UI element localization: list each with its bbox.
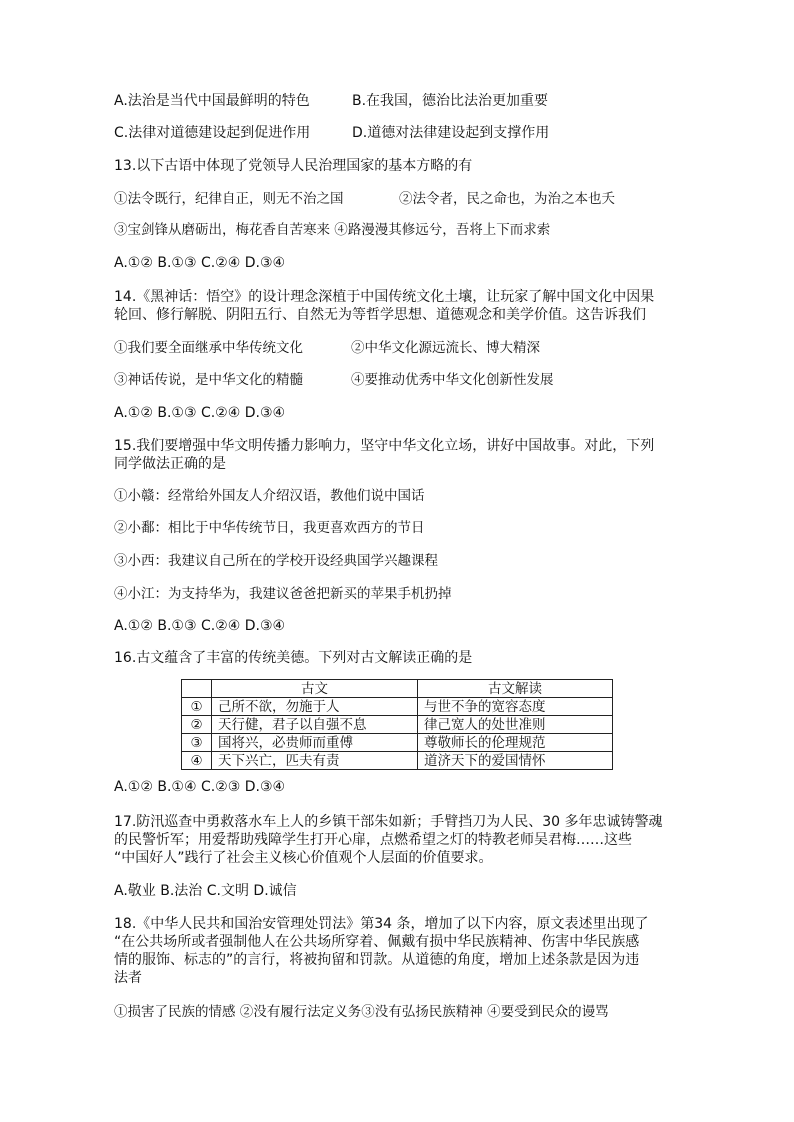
q12-option-d: D.道德对法律建设起到支撑作用 [352,125,550,141]
q17-stem-line2: 的民警忻军；用爱帮助残障学生打开心扉，点燃希望之灯的特教老师吴君梅……这些 [114,832,632,848]
table-header-text: 古文 [212,680,418,698]
q16-options: A.①② B.①④ C.②③ D.③④ [114,779,286,795]
row-classical-text: 己所不欲，勿施于人 [212,698,418,716]
q13-item-2: ②法令者，民之命也，为治之本也夭 [399,191,615,207]
row-number: ④ [182,752,212,770]
q14-item-3: ③神话传说，是中华文化的精髓 [114,372,303,388]
q12-option-a: A.法治是当代中国最鲜明的特色 [114,93,310,109]
table-header-row [182,680,613,698]
row-number: ① [182,698,212,716]
table-header-blank [182,680,212,698]
q16-stem: 16.古文蕴含了丰富的传统美德。下列对古文解读正确的是 [114,650,473,666]
q18-items: ①损害了民族的情感 ②没有履行法定义务③没有弘扬民族精神 ④要受到民众的谩骂 [114,1004,609,1020]
q15-item-2: ②小鄱：相比于中华传统节日，我更喜欢西方的节日 [114,520,425,536]
q17-options: A.敬业 B.法治 C.文明 D.诚信 [114,883,297,899]
row-classical-text: 天下兴亡，匹夫有责 [212,752,418,770]
q14-item-1: ①我们要全面继承中华传统文化 [114,340,303,356]
q12-option-c: C.法律对道德建设起到促进作用 [114,125,311,141]
row-interpretation: 道济天下的爱国情怀 [418,752,613,770]
q14-stem-line2: 轮回、修行解脱、阴阳五行、自然无为等哲学思想、道德观念和美学价值。这告诉我们 [114,307,646,323]
q15-options: A.①② B.①③ C.②④ D.③④ [114,618,286,634]
q13-stem: 13.以下古语中体现了党领导人民治理国家的基本方略的有 [114,158,473,174]
table-row [182,734,613,752]
q13-options: A.①② B.①③ C.②④ D.③④ [114,255,286,271]
q15-item-3: ③小西：我建议自己所在的学校开设经典国学兴趣课程 [114,553,438,569]
q14-options: A.①② B.①③ C.②④ D.③④ [114,405,286,421]
table-row [182,716,613,734]
q12-option-b: B.在我国，德治比法治更加重要 [352,93,549,109]
q13-item-1: ①法令既行，纪律自正，则无不治之国 [114,191,344,207]
row-classical-text: 天行健，君子以自强不息 [212,716,418,734]
table-row [182,752,613,770]
q15-item-1: ①小赣：经常给外国友人介绍汉语，教他们说中国话 [114,488,425,504]
q15-stem-line1: 15.我们要增强中华文明传播力影响力，坚守中华文化立场，讲好中国故事。对此，下列 [114,438,655,454]
table-header-interp: 古文解读 [418,680,613,698]
q17-stem-line3: “中国好人”践行了社会主义核心价值观个人层面的价值要求。 [114,850,493,866]
q13-items-row2: ③宝剑锋从磨砺出，梅花香自苦寒来 ④路漫漫其修远兮，吾将上下而求索 [114,222,551,238]
q18-stem-line1: 18.《中华人民共和国治安管理处罚法》第34 条，增加了以下内容，原文表述里出现了 [114,916,649,932]
table-row [182,698,613,716]
classical-text-table [181,679,613,770]
q14-item-2: ②中华文化源远流长、博大精深 [351,340,540,356]
q18-stem-line3: 情的服饰、标志的”的言行，将被拘留和罚款。从道德的角度，增加上述条款是因为违 [114,952,640,968]
q17-stem-line1: 17.防汛巡查中勇救落水车上人的乡镇干部朱如新；手臂挡刀为人民、30 多年忠诚铸警魂 [114,814,663,830]
row-number: ③ [182,734,212,752]
row-number: ② [182,716,212,734]
q15-stem-line2: 同学做法正确的是 [114,456,226,472]
q15-item-4: ④小江：为支持华为，我建议爸爸把新买的苹果手机扔掉 [114,586,452,602]
q18-stem-line4: 法者 [114,970,142,986]
row-classical-text: 国将兴，必贵师而重傅 [212,734,418,752]
row-interpretation: 与世不争的宽容态度 [418,698,613,716]
q14-item-4: ④要推动优秀中华文化创新性发展 [351,372,554,388]
row-interpretation: 律己宽人的处世准则 [418,716,613,734]
q14-stem-line1: 14.《黑神话：悟空》的设计理念深植于中国传统文化土壤，让玩家了解中国文化中因果 [114,289,655,305]
q18-stem-line2: “在公共场所或者强制他人在公共场所穿着、佩戴有损中华民族精神、伤害中华民族感 [114,934,640,950]
row-interpretation: 尊敬师长的伦理规范 [418,734,613,752]
